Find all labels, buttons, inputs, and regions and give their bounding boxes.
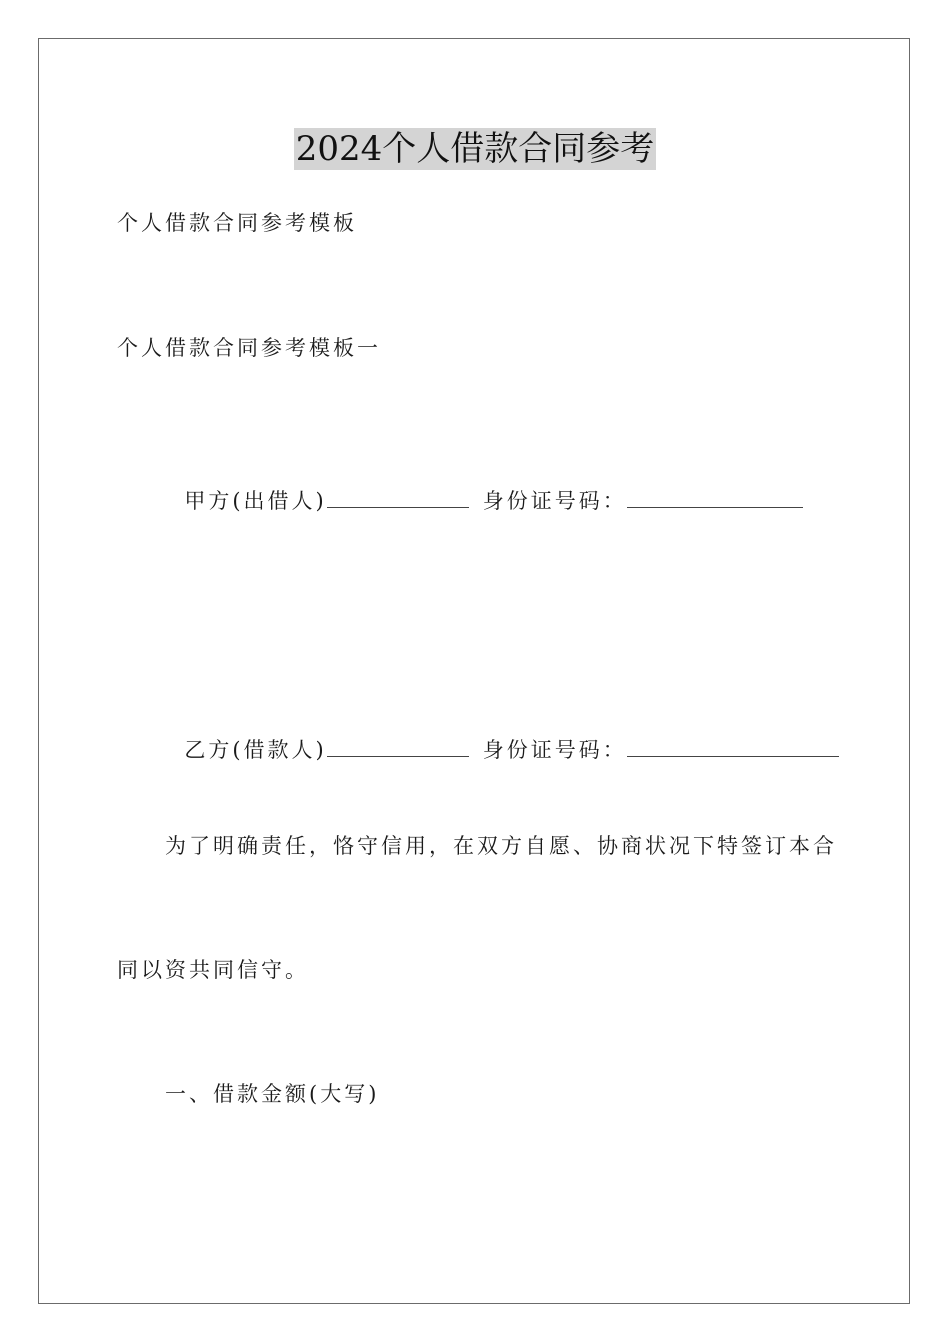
party-b-line [165, 708, 845, 764]
party-a-name-blank [327, 487, 469, 508]
party-a-id-label: 身份证号码： [482, 489, 627, 513]
section-heading: 个人借款合同参考模板一 [117, 336, 381, 360]
document-title: 2024个人借款合同参考 [295, 129, 655, 169]
party-b-id-blank [627, 736, 839, 757]
template-subtitle: 个人借款合同参考模板 [117, 211, 357, 235]
party-a-line [165, 459, 809, 515]
clause-1-heading: 一、借款金额(大写) [165, 1082, 380, 1106]
party-a-id-blank [627, 487, 803, 508]
preamble-line-1: 为了明确责任，恪守信用，在双方自愿、协商状况下特签订本合 [165, 834, 837, 858]
party-b-label: 乙方(借款人) [184, 738, 327, 762]
title-container [0, 128, 950, 170]
party-b-id-label: 身份证号码： [482, 738, 627, 762]
party-a-label: 甲方(出借人) [184, 489, 327, 513]
party-b-name-blank [327, 736, 469, 757]
preamble-line-2: 同以资共同信守。 [117, 958, 309, 982]
